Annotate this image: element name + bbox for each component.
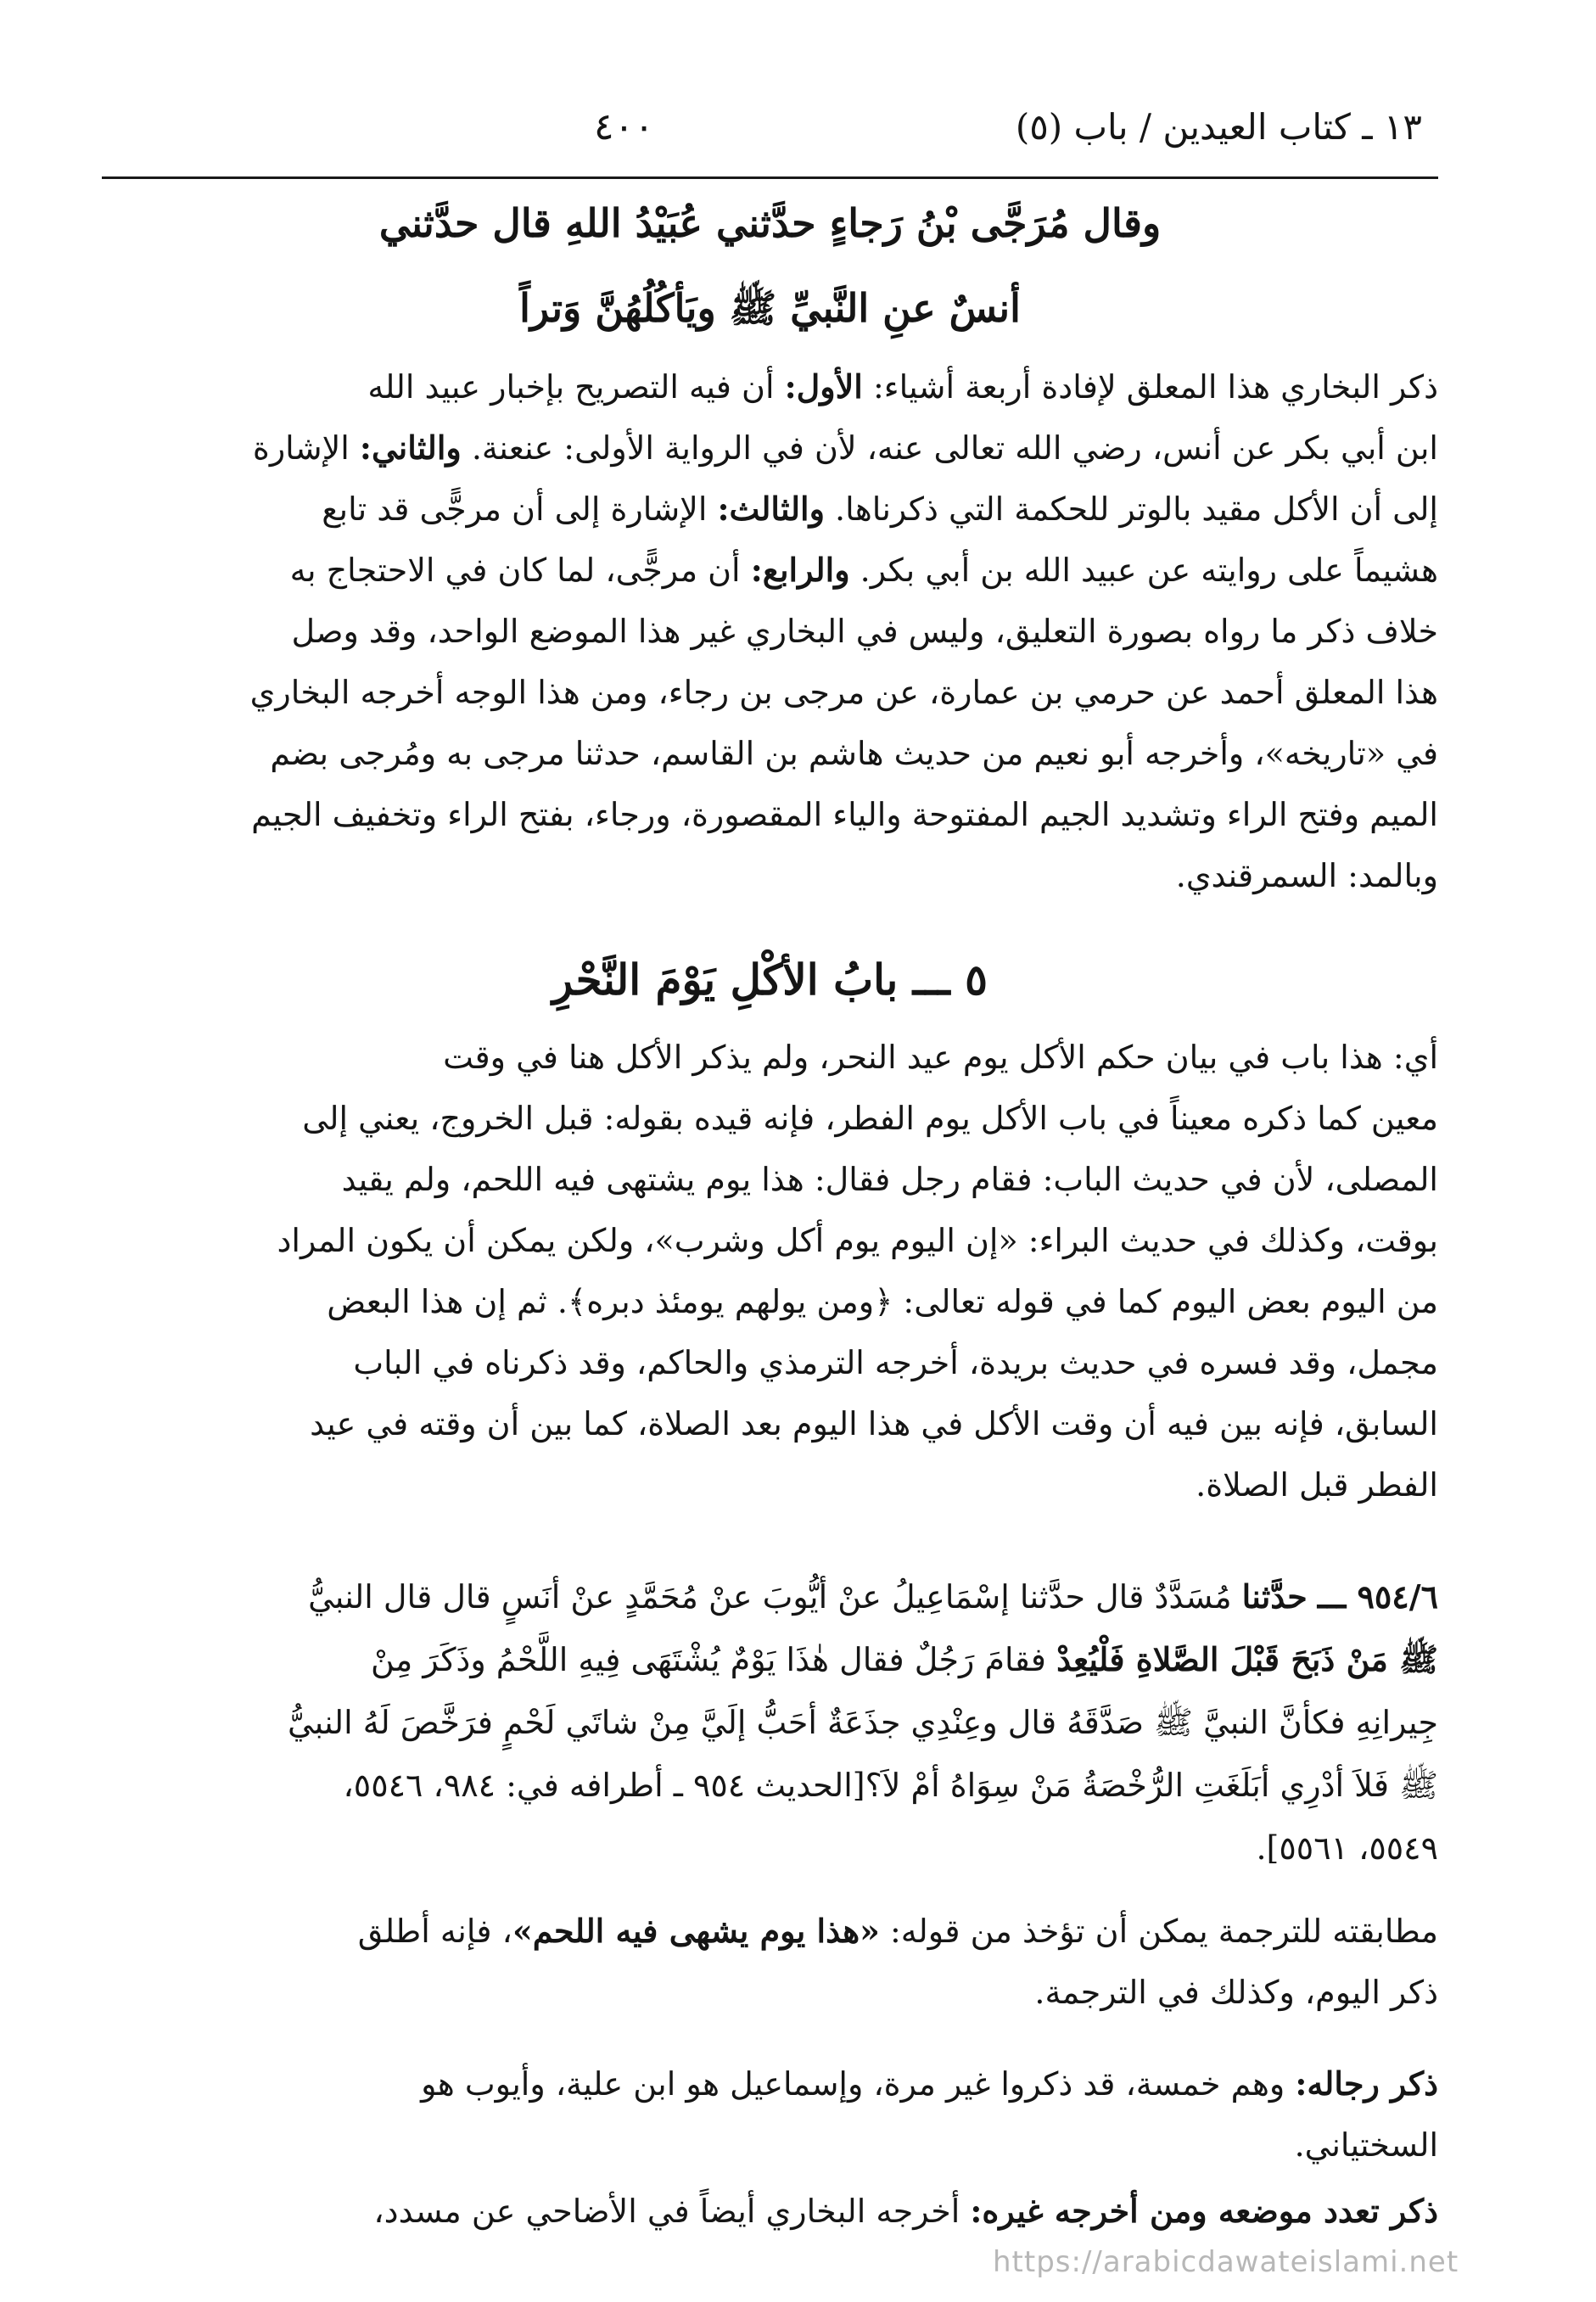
text-line: ٩٥٤/٦ ـــ حدَّثنا مُسَدَّدٌ قال حدَّثنا إسْمَاعِيلُ عنْ أيُّوبَ عنْ مُحَمَّدٍ عنْ أنَسٍ قال قال النبيُّ [308,1577,1438,1616]
point-label: والرابع: [750,551,850,589]
text-line: هذا المعلق أحمد عن حرمي بن عمارة، عن مرجى بن رجاء، ومن هذا الوجه أخرجه البخاري [249,674,1438,711]
section-label: ذكر تعدد موضعه ومن أخرجه غيره: [970,2192,1438,2230]
text-line: ﷺ مَنْ ذَبَحَ قَبْلَ الصَّلاةِ فَلْيُعِدْ فقامَ رَجُلٌ فقال هٰذَا يَوْمٌ يُشْتَهَى فِيهِ اللَّحْمُ وذَكَرَ مِنْ [371,1640,1438,1678]
commentary-paragraph-5 [102,2181,1438,2242]
watermark-url: https://arabicdawateislami.net [993,2245,1459,2279]
text-line: جِيرانِهِ فكأنَّ النبيَّ ﷺ صَدَّقَهُ قال وعِنْدِي جذَعَةٌ أحَبُّ إلَيَّ مِنْ شاتَي لَحْمٍ فرَخَّصَ لَهُ النبيُّ [287,1704,1438,1741]
text-line: السختياني. [1294,2126,1438,2164]
page-number: ٤٠٠ [594,105,654,148]
commentary-paragraph-4 [102,2053,1438,2176]
chapter-heading: ٥ ـــ بابُ الأكْلِ يَوْمَ النَّحْرِ [552,955,988,1005]
hadith-number: ٩٥٤/٦ ـــ [1317,1577,1438,1616]
point-label: والثاني: [359,428,462,467]
text-line: السابق، فإنه بين فيه أن وقت الأكل في هذا اليوم بعد الصلاة، كما بين أن وقته في عيد [310,1405,1438,1442]
text-line: في «تاريخه»، وأخرجه أبو نعيم من حديث هاشم بن القاسم، حدثنا مرجى به ومُرجى بضم [270,735,1438,772]
text-line: معين كما ذكره معيناً في باب الأكل يوم الفطر، فإنه قيده بقوله: قبل الخروج، يعني إلى [302,1100,1438,1137]
text-line: بوقت، وكذلك في حديث البراء: «إن اليوم يوم أكل وشرب»، ولكن يمكن أن يكون المراد [277,1222,1438,1259]
section-label: ذكر رجاله: [1295,2064,1438,2103]
text-line: ذكر رجاله: وهم خمسة، قد ذكروا غير مرة، وإسماعيل هو ابن علية، وأيوب هو [421,2064,1438,2103]
text-line: وبالمد: السمرقندي. [1175,857,1438,894]
text-line: إلى أن الأكل مقيد بالوتر للحكمة التي ذكرناها. والثالث: الإشارة إلى أن مرجًّى قد تابع [322,490,1438,528]
text-line: مطابقته للترجمة يمكن أن تؤخذ من قوله: «هذا يوم يشهى فيه اللحم»، فإنه أطلق [357,1912,1438,1950]
text-line: الميم وفتح الراء وتشديد الجيم المفتوحة والياء المقصورة، ورجاء، بفتح الراء وتخفيف الجيم [251,796,1438,833]
running-title: ١٣ ـ كتاب العيدين / باب (٥) [1015,106,1422,148]
point-label: الأول: [784,367,863,406]
text-line: الفطر قبل الصلاة. [1196,1466,1438,1504]
heading-line-1: وقال مُرَجَّى بْنُ رَجاءٍ حدَّثني عُبَيْدُ اللهِ قال حدَّثني [378,200,1162,246]
text-line: ذكر تعدد موضعه ومن أخرجه غيره: أخرجه البخاري أيضاً في الأضاحي عن مسدد، [373,2192,1438,2230]
hadith-text [102,1565,1438,1879]
text-line: من اليوم بعض اليوم كما في قوله تعالى: ﴿ومن يولهم يومئذ دبره﴾. ثم إن هذا البعض [327,1283,1438,1320]
text-line: ابن أبي بكر عن أنس، رضي الله تعالى عنه، لأن في الرواية الأولى: عنعنة. والثاني: الإشارة [252,428,1438,467]
text-line: ذكر البخاري هذا المعلق لإفادة أربعة أشياء: الأول: أن فيه التصريح بإخبار عبيد الله [367,367,1438,406]
commentary-paragraph-2 [102,1027,1438,1515]
text-line: أي: هذا باب في بيان حكم الأكل يوم عيد النحر، ولم يذكر الأكل هنا في وقت [443,1039,1438,1076]
commentary-paragraph-3 [102,1901,1438,2023]
header-rule [102,176,1438,179]
text-line: ذكر اليوم، وكذلك في الترجمة. [1034,1974,1438,2011]
commentary-paragraph-1 [102,356,1438,906]
text-line: خلاف ذكر ما رواه بصورة التعليق، وليس في البخاري غير هذا الموضع الواحد، وقد وصل [291,613,1438,650]
text-line: ﷺ فَلاَ أدْرِي أبَلَغَتِ الرُّخْصَةُ مَنْ سِوَاهُ أمْ لاَ؟[الحديث ٩٥٤ ـ أطرافه في: ٩٨٤، ٥٥٤٦، [343,1767,1438,1804]
point-label: والثالث: [717,490,825,528]
text-line: هشيماً على روايته عن عبيد الله بن أبي بكر. والرابع: أن مرجًّى، لما كان في الاحتجاج به [289,551,1438,589]
heading-line-2: أنسٌ عنِ النَّبيِّ ﷺ ويَأكُلُهُنَّ وَتراً [519,285,1021,331]
text-line: ٥٥٤٩، ٥٥٦١]. [1256,1829,1438,1867]
text-line: مجمل، وقد فسره في حديث بريدة، أخرجه الترمذي والحاكم، وقد ذكرناه في الباب [353,1344,1438,1381]
text-line: المصلى، لأن في حديث الباب: فقام رجل فقال: هذا يوم يشتهى فيه اللحم، ولم يقيد [341,1161,1438,1198]
